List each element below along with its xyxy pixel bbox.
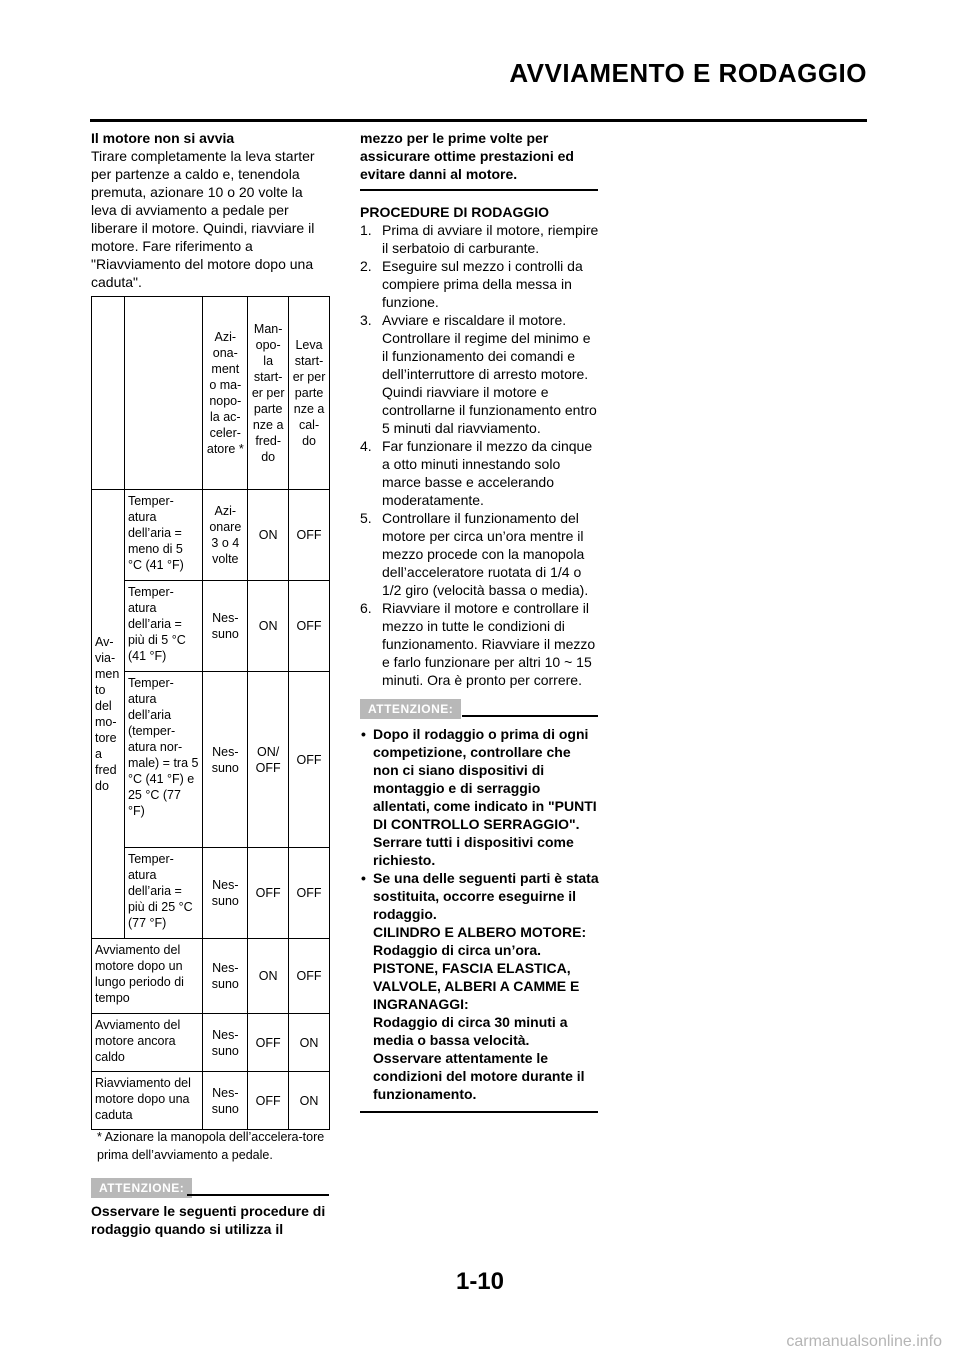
table-header-cold-starter: Man-opo-la start-er per parte nze a fred-do (248, 297, 289, 490)
warning-end-rule (360, 189, 598, 191)
table-cold-value: ON/ OFF (248, 672, 289, 848)
left-column (91, 129, 331, 291)
section-heading: Il motore non si avvia (91, 130, 235, 146)
list-item: 3. Avviare e riscaldare il motore. Controllare il regime del minimo e il funzionamento dei comandi e dell’interruttore di arresto motore. Quindi riavviare il motore e controllarne il funzionamento entro 5 minuti dal riavviamento. (360, 312, 597, 436)
warning-rule (187, 1194, 329, 1196)
page-header-title: AVVIAMENTO E RODAGGIO (509, 58, 867, 88)
table-hot-value: ON (289, 1014, 330, 1072)
table-condition: Temper-atura dell’aria (temper-atura nor-male) = tra 5 °C (41 °F) e 25 °C (77 °F) (124, 672, 202, 848)
warning-continuation: mezzo per le prime volte per assicurare ottime prestazioni ed evitare danni al motore. (360, 130, 574, 182)
table-hot-value: ON (289, 1072, 330, 1130)
table-condition: Temper-atura dell’aria = più di 5 °C (41 °F) (124, 581, 202, 672)
table-condition: Temper-atura dell’aria = più di 25 °C (77 °F) (124, 848, 202, 939)
warning-end-rule (360, 1111, 598, 1113)
table-group-label: Av-via-men to del mo-tore a fred do (92, 490, 125, 939)
warning-text: Osservare le seguenti procedure di rodaggio quando si utilizza il (91, 1203, 326, 1237)
table-condition: Avviamento del motore dopo un lungo periodo di tempo (92, 939, 203, 1014)
warning-list (360, 725, 600, 1103)
procedures-title: PROCEDURE DI RODAGGIO (360, 204, 550, 220)
table-condition: Riavviamento del motore dopo una caduta (92, 1072, 203, 1130)
procedure-steps (360, 221, 600, 689)
table-throttle-value: Nes-suno (203, 848, 248, 939)
table-hot-value: OFF (289, 939, 330, 1014)
table-throttle-value: Nes-suno (203, 1072, 248, 1130)
table-condition: Temper-atura dell’aria = meno di 5 °C (41 °F) (124, 490, 202, 581)
table-cold-value: ON (248, 939, 289, 1014)
table-hot-value: OFF (289, 672, 330, 848)
table-footnote: * Azionare la manopola dell’accelera-tore prima dell’avviamento a pedale. (97, 1130, 325, 1162)
table-hot-value: OFF (289, 581, 330, 672)
warning-rule (462, 715, 598, 717)
table-throttle-value: Nes-suno (203, 939, 248, 1014)
table-hot-value: OFF (289, 848, 330, 939)
middle-column (360, 129, 600, 1113)
table-cold-value: ON (248, 581, 289, 672)
table-hot-value: OFF (289, 490, 330, 581)
warning-header (360, 699, 598, 721)
page-number: 1-10 (455, 1268, 505, 1295)
table-header-throttle: Azi-ona-ment o ma-nopo-la ac-celer-atore * (203, 297, 248, 490)
table-cold-value: OFF (248, 848, 289, 939)
warning-label: ATTENZIONE: (91, 1178, 192, 1198)
table-header-cell (92, 297, 125, 490)
table-cold-value: OFF (248, 1072, 289, 1130)
warning-header (91, 1178, 329, 1200)
list-item: • Se una delle seguenti parti è stata sostituita, occorre eseguirne il rodaggio. CILINDRO E ALBERO MOTORE: Rodaggio di circa un’ora. PISTONE, FASCIA ELASTICA, VALVOLE, ALBERI A CAMME E INGRANAGGI: Rodaggio di circa 30 minuti a media o bassa velocità. Osservare attentamente le condizioni del motore durante il funzionamento. (360, 869, 600, 1103)
table-throttle-value: Nes-suno (203, 672, 248, 848)
table-header-hot-starter: Leva start-er per parte nze a cal-do (289, 297, 330, 490)
table-throttle-value: Nes-suno (203, 1014, 248, 1072)
list-item: 4. Far funzionare il mezzo da cinque a otto minuti innestando solo marce basse e accelerando moderatamente. (360, 438, 593, 508)
list-item: 6. Riavviare il motore e controllare il mezzo in tutte le condizioni di funzionamento. Riavviare il mezzo e farlo funzionare per altri 10 ~ 15 minuti. Ora è pronto per correre. (360, 600, 596, 688)
watermark: carmanualsonline.info (786, 1333, 942, 1350)
list-item: 2. Eseguire sul mezzo i controlli da compiere prima della messa in funzione. (360, 258, 583, 310)
starting-procedure-table (91, 296, 330, 1130)
table-throttle-value: Azi-onare 3 o 4 volte (203, 490, 248, 581)
table-condition: Avviamento del motore ancora caldo (92, 1014, 203, 1072)
intro-paragraph: Tirare completamente la leva starter per partenze a caldo e, tenendola premuta, azionare 10 o 20 volte la leva di avviamento a pedale per liberare il motore. Quindi, riavviare il motore. Fare riferimento a "Riavviamento del motore dopo una caduta". (91, 148, 315, 290)
left-warning (91, 1178, 329, 1238)
table-cold-value: ON (248, 490, 289, 581)
table-cold-value: OFF (248, 1014, 289, 1072)
list-item: • Dopo il rodaggio o prima di ogni competizione, controllare che non ci siano dispositivi di montaggio e di serraggio allentati, come indicato in "PUNTI DI CONTROLLO SERRAGGIO". Serrare tutti i dispositivi come richiesto. (360, 725, 600, 869)
list-item: 5. Controllare il funzionamento del motore per circa un’ora mentre il mezzo procede con la manopola dell’acceleratore ruotata di 1/4 o 1/2 giro (velocità bassa o media). (360, 510, 589, 598)
warning-label: ATTENZIONE: (360, 699, 461, 719)
table-throttle-value: Nes-suno (203, 581, 248, 672)
list-item: 1. Prima di avviare il motore, riempire il serbatoio di carburante. (360, 222, 599, 256)
table-header-cell (124, 297, 202, 490)
header-rule (90, 119, 867, 122)
